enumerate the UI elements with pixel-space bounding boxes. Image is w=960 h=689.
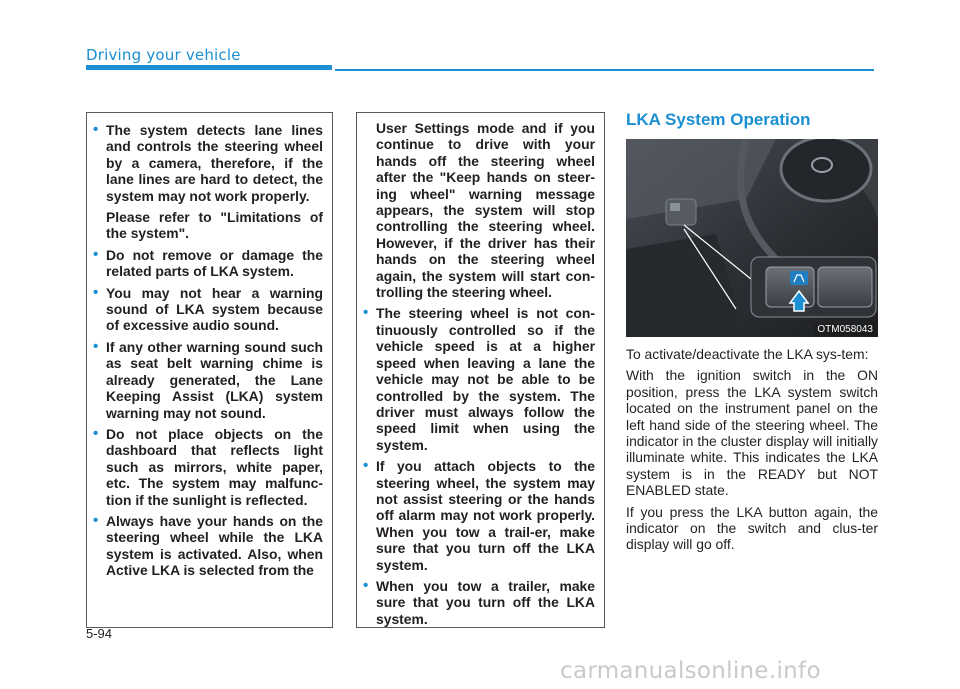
list-item-text: If you attach objects to the steering wheel, the system may not assist steering or the hands off alarm may not work properly. When you tow a trail-er, make sure that you turn off the LKA system. — [376, 458, 595, 573]
bullet-icon: • — [93, 245, 99, 263]
list-item-text: You may not hear a warning sound of LKA system because of excessive audio sound. — [106, 284, 323, 334]
list-item-text: Do not place objects on the dashboard that reflects light such as mirrors, white paper, etc. The system may malfunc-tion if the sunlight is reflected. — [106, 425, 323, 508]
list-item-text: If any other warning sound such as seat belt warning chime is already generated, the Lane Keeping Assist (LKA) system warning may not sound. — [106, 338, 323, 421]
paragraph: With the ignition switch in the ON position, press the LKA system switch located on the instrument panel on the left hand side of the steering wheel. The indicator in the cluster display will initially illuminate white. This indicates the LKA system is in the READY but NOT ENABLED state. — [626, 367, 878, 499]
bullet-icon: • — [93, 283, 99, 301]
list-item-text: Always have your hands on the steering wheel while the LKA system is activated. Also, when Active LKA is selected from the — [106, 512, 323, 579]
bullet-icon: • — [363, 576, 369, 594]
list-item-text: Do not remove or damage the related parts of LKA system. — [106, 246, 323, 280]
list-item — [363, 576, 595, 627]
lka-operation-body — [626, 346, 878, 558]
paragraph: If you press the LKA button again, the indicator on the switch and clus-ter display will go off. — [626, 503, 878, 553]
section-title: Driving your vehicle — [86, 46, 241, 64]
header-bar-thick — [86, 65, 332, 70]
list-item — [93, 337, 323, 421]
list-item — [93, 511, 323, 579]
paragraph: To activate/deactivate the LKA sys-tem: — [626, 346, 869, 362]
bullet-icon: • — [363, 457, 369, 475]
bullet-icon: • — [363, 304, 369, 322]
header-bar-thin — [335, 69, 874, 71]
bullet-icon: • — [93, 511, 99, 529]
list-item — [93, 283, 323, 334]
list-item-subtext: Please refer to "Limitations of the system". — [106, 209, 323, 242]
list-item — [363, 304, 595, 453]
caution-list-middle — [357, 305, 604, 627]
dashboard-illustration — [626, 139, 878, 337]
lka-switch-photo — [626, 139, 878, 337]
lka-operation-title: LKA System Operation — [626, 110, 811, 129]
list-item-text: The system detects lane lines and controls the steering wheel by a camera, therefore, if the lane lines are hard to detect, the system may not work properly. — [106, 122, 323, 204]
watermark: carmanualsonline.info — [560, 658, 821, 684]
page-number: 5-94 — [86, 626, 113, 641]
bullet-icon: • — [93, 424, 99, 442]
list-item-text: When you tow a trailer, make sure that you turn off the LKA system. — [376, 577, 595, 627]
list-item — [93, 121, 323, 242]
bullet-icon: • — [93, 337, 99, 355]
continuation-text: User Settings mode and if you continue to drive with your hands off the steering wheel after the "Keep hands on steer-ing wheel" warning message appears, the system will stop controlling the steering wheel. However, if the driver has their hands on the steering wheel again, the system will start con-trolling the steering wheel. — [376, 120, 595, 301]
caution-box-left — [86, 112, 333, 628]
image-code-label: OTM058043 — [814, 324, 876, 336]
list-item-text: The steering wheel is not con-tinuously controlled so if the vehicle speed is at a higher speed when leaving a lane the vehicle may not be able to be controlled by the system. The driver must always follow the speed limit when using the system. — [376, 305, 595, 453]
bullet-icon: • — [93, 121, 99, 138]
list-item — [93, 424, 323, 508]
caution-box-middle — [356, 112, 605, 628]
list-item — [363, 457, 595, 573]
caution-list-left — [87, 113, 332, 579]
list-item — [93, 245, 323, 280]
